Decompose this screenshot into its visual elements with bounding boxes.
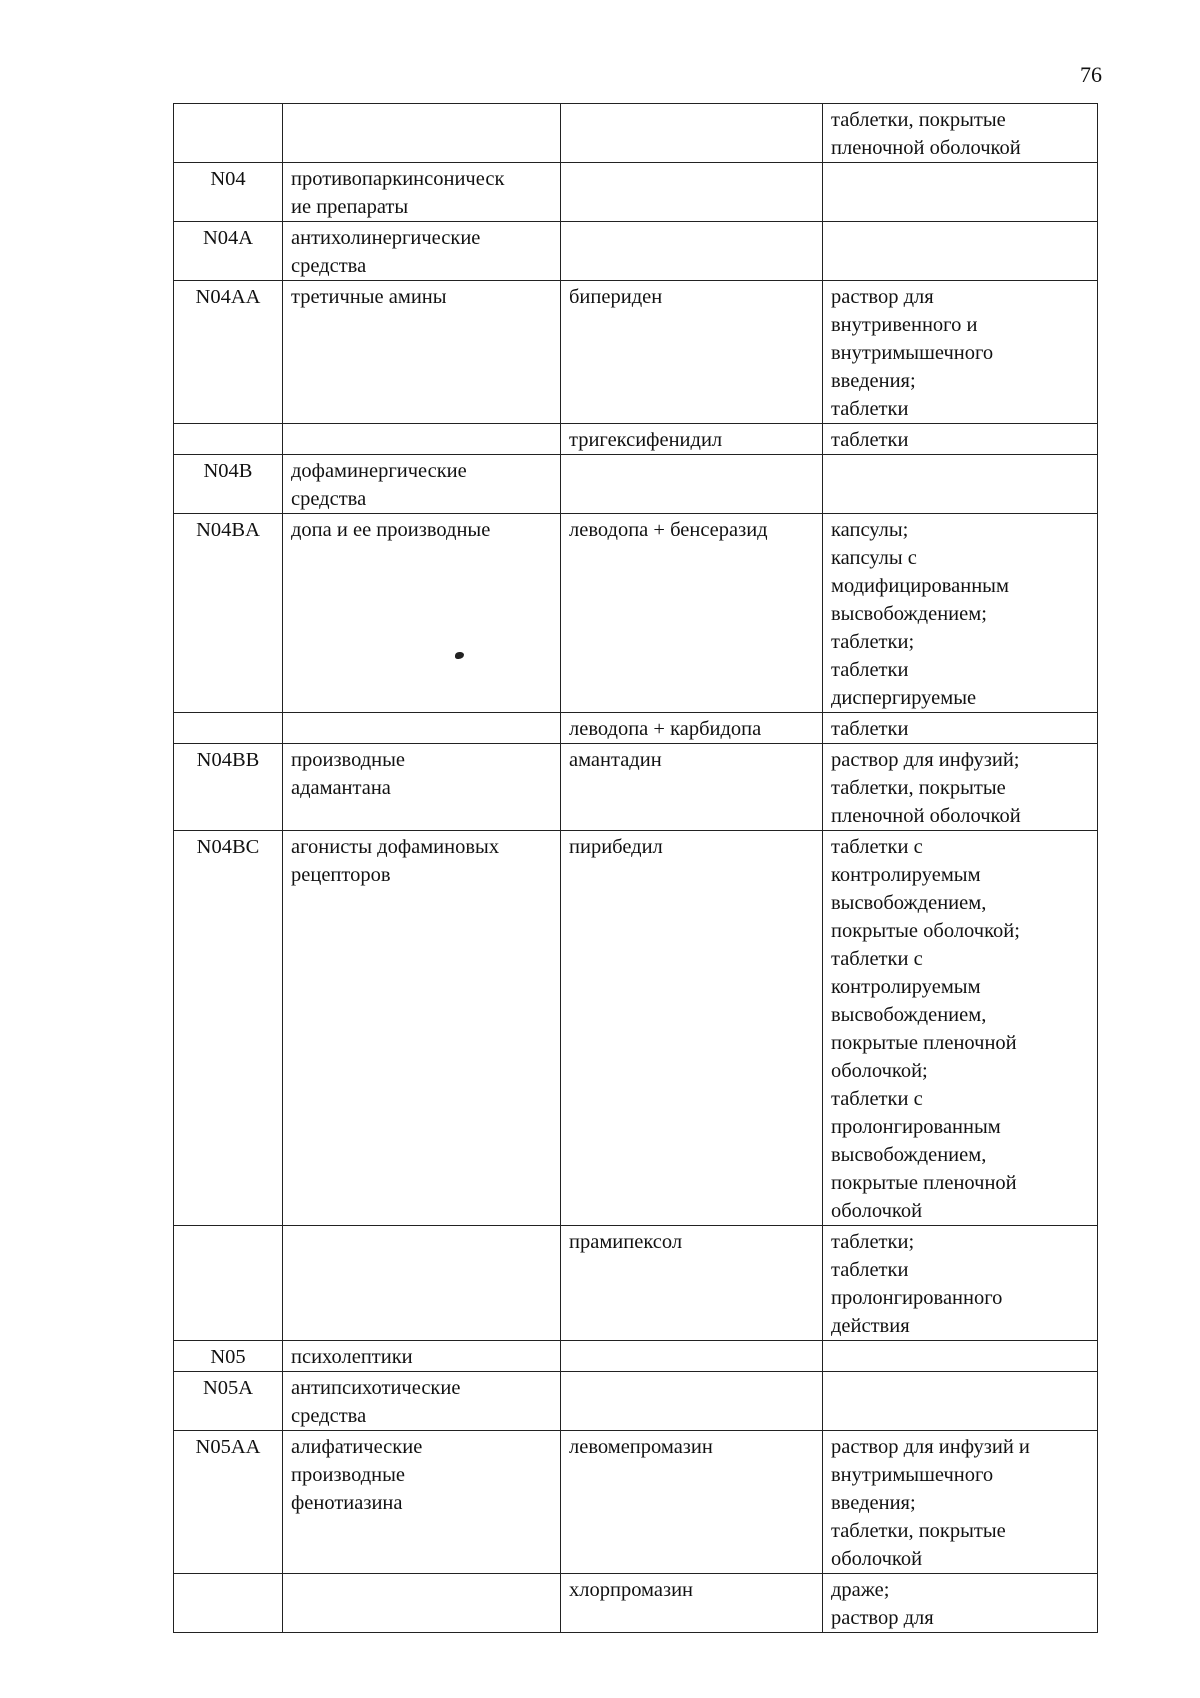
drug-name-line: левомепромазин [569,1436,713,1458]
dosage-forms-cell [823,831,1098,1226]
dosage-forms-line: контролируемым [831,864,981,886]
dosage-forms-line: таблетки, покрытые [831,777,1006,799]
dosage-forms-line: пролонгированным [831,1116,1001,1138]
drug-name-cell [561,713,823,744]
dosage-forms-line: оболочкой [831,1548,923,1570]
dosage-forms-line: оболочкой; [831,1060,928,1082]
drug-name-line: хлорпромазин [569,1579,694,1601]
dosage-forms-line: высвобождением; [831,603,987,625]
drug-name-line: амантадин [569,749,662,771]
group-name-cell [283,1226,561,1341]
dosage-forms-cell [823,163,1098,222]
group-name-line: производные [291,1464,406,1486]
group-name-line: допа и ее производные [291,519,491,541]
dosage-forms-line: пленочной оболочкой [831,137,1021,159]
dosage-forms-line: раствор для [831,1607,934,1629]
page-number: 76 [1080,62,1102,87]
group-name-line: средства [291,488,367,510]
drug-name-cell [561,831,823,1226]
group-name-cell [283,713,561,744]
dosage-forms-line: раствор для инфузий; [831,749,1020,771]
table-row [174,163,1098,222]
dosage-forms-cell [823,713,1098,744]
group-name-line: психолептики [291,1346,413,1368]
table-row [174,104,1098,163]
dosage-forms-cell [823,1431,1098,1574]
dosage-forms-line: пролонгированного [831,1287,1003,1309]
dosage-forms-line: таблетки, покрытые [831,1520,1006,1542]
dosage-forms-cell [823,281,1098,424]
table-row [174,831,1098,1226]
group-name-line: алифатические [291,1436,423,1458]
drug-name-line: прамипексол [569,1231,683,1253]
dosage-forms-line: действия [831,1315,910,1337]
group-name-cell [283,1341,561,1372]
group-name-line: ие препараты [291,196,409,218]
dosage-forms-line: внутримышечного [831,342,994,364]
dosage-forms-line: раствор для инфузий и [831,1436,1030,1458]
group-name-line: средства [291,1405,367,1427]
dosage-forms-line: введения; [831,1492,916,1514]
group-name-cell [283,1372,561,1431]
dosage-forms-line: капсулы с [831,547,917,569]
atc-code-cell [174,104,283,163]
drug-table [173,103,1098,1633]
group-name-cell [283,1431,561,1574]
atc-code-cell: N04 [174,163,283,222]
dosage-forms-cell [823,424,1098,455]
group-name-line: адамантана [291,777,391,799]
dosage-forms-cell [823,1341,1098,1372]
group-name-line: фенотиазина [291,1492,403,1514]
group-name-line: средства [291,255,367,277]
atc-code-cell [174,1574,283,1633]
atc-code-cell: N04B [174,455,283,514]
dosage-forms-line: таблетки [831,718,909,740]
group-name-line: производные [291,749,406,771]
dosage-forms-cell [823,1226,1098,1341]
atc-code-cell: N05AA [174,1431,283,1574]
dosage-forms-line: высвобождением, [831,1004,987,1026]
group-name-line: противопаркинсоническ [291,168,505,190]
table-row [174,1226,1098,1341]
dosage-forms-line: внутримышечного [831,1464,994,1486]
atc-code-cell: N04BC [174,831,283,1226]
dosage-forms-line: таблетки [831,1259,909,1281]
dosage-forms-line: модифицированным [831,575,1009,597]
table-row [174,1574,1098,1633]
group-name-cell [283,281,561,424]
atc-code-cell: N04AA [174,281,283,424]
dosage-forms-cell [823,1372,1098,1431]
atc-code-cell: N04BB [174,744,283,831]
group-name-line: третичные амины [291,286,447,308]
atc-code-cell [174,424,283,455]
group-name-cell [283,104,561,163]
dosage-forms-line: диспергируемые [831,687,977,709]
dosage-forms-line: драже; [831,1579,890,1601]
table-row [174,744,1098,831]
table-row [174,514,1098,713]
atc-code-cell: N05 [174,1341,283,1372]
drug-name-cell [561,424,823,455]
atc-code-cell: N05A [174,1372,283,1431]
dosage-forms-line: таблетки [831,659,909,681]
table-row [174,1431,1098,1574]
drug-name-cell [561,1341,823,1372]
group-name-line: агонисты дофаминовых [291,836,500,858]
dosage-forms-cell [823,222,1098,281]
dosage-forms-line: таблетки с [831,1088,923,1110]
group-name-cell [283,455,561,514]
drug-name-cell [561,1226,823,1341]
group-name-line: дофаминергические [291,460,467,482]
group-name-cell [283,1574,561,1633]
dosage-forms-line: таблетки, покрытые [831,109,1006,131]
drug-name-cell [561,104,823,163]
dosage-forms-line: контролируемым [831,976,981,998]
group-name-line: антипсихотические [291,1377,461,1399]
dosage-forms-cell [823,744,1098,831]
dosage-forms-line: покрытые пленочной [831,1032,1017,1054]
dosage-forms-line: таблетки; [831,631,915,653]
table-row [174,424,1098,455]
atc-code-cell: N04A [174,222,283,281]
dosage-forms-line: таблетки; [831,1231,915,1253]
table-row [174,455,1098,514]
drug-name-cell [561,1431,823,1574]
drug-name-line: бипериден [569,286,663,308]
group-name-line: рецепторов [291,864,391,886]
dosage-forms-line: таблетки с [831,948,923,970]
table-row [174,713,1098,744]
drug-name-cell [561,1372,823,1431]
dosage-forms-line: пленочной оболочкой [831,805,1021,827]
dosage-forms-line: таблетки с [831,836,923,858]
atc-code-cell [174,713,283,744]
dosage-forms-cell [823,514,1098,713]
drug-name-cell [561,455,823,514]
dosage-forms-line: покрытые оболочкой; [831,920,1020,942]
drug-name-cell [561,281,823,424]
group-name-cell [283,163,561,222]
table-row [174,1372,1098,1431]
atc-code-cell [174,1226,283,1341]
group-name-cell [283,514,561,713]
group-name-cell [283,222,561,281]
table-row [174,222,1098,281]
drug-name-line: тригексифенидил [569,429,723,451]
group-name-cell [283,424,561,455]
table-body [174,104,1098,1633]
drug-name-cell [561,744,823,831]
dosage-forms-line: капсулы; [831,519,909,541]
dosage-forms-line: оболочкой [831,1200,923,1222]
drug-name-line: леводопа + карбидопа [569,718,762,740]
drug-name-cell [561,222,823,281]
group-name-line: антихолинергические [291,227,481,249]
dosage-forms-cell [823,1574,1098,1633]
dosage-forms-cell [823,104,1098,163]
dosage-forms-line: таблетки [831,429,909,451]
group-name-cell [283,744,561,831]
dosage-forms-line: внутривенного и [831,314,978,336]
dosage-forms-line: покрытые пленочной [831,1172,1017,1194]
dosage-forms-line: раствор для [831,286,934,308]
drug-name-line: пирибедил [569,836,663,858]
dosage-forms-line: высвобождением, [831,1144,987,1166]
table-row [174,1341,1098,1372]
dosage-forms-line: таблетки [831,398,909,420]
dosage-forms-line: высвобождением, [831,892,987,914]
drug-name-line: леводопа + бенсеразид [569,519,768,541]
dosage-forms-line: введения; [831,370,916,392]
dosage-forms-cell [823,455,1098,514]
drug-name-cell [561,514,823,713]
atc-code-cell: N04BA [174,514,283,713]
drug-name-cell [561,1574,823,1633]
group-name-cell [283,831,561,1226]
table-row [174,281,1098,424]
drug-name-cell [561,163,823,222]
